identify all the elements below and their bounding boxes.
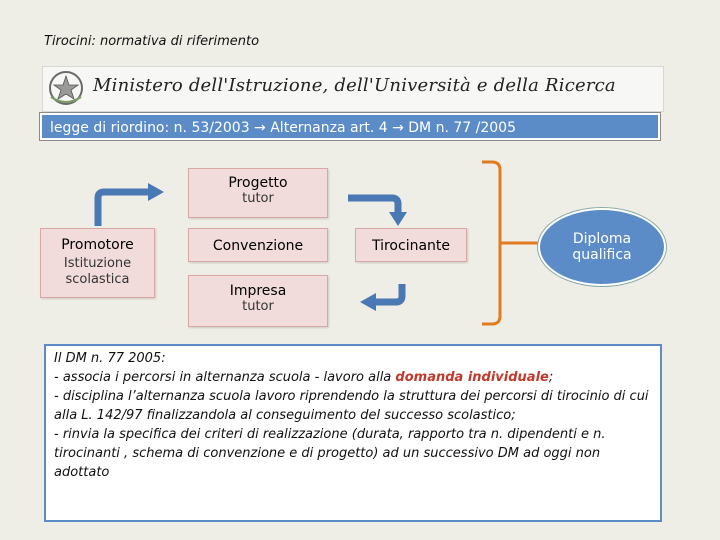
note-line3: - rinvia la specifica dei criteri di realizzazione (durata, rapporto tra n. dipendenti e n. tirocinanti , schema di convenzione e di progetto) ad un successivo DM ad oggi non adottato: [54, 427, 606, 480]
note-line1-post: ;: [548, 370, 554, 385]
arrow-progetto-to-tirocinante: [348, 198, 398, 214]
note-line1-pre: - associa i percorsi in alternanza scuola - lavoro alla: [54, 370, 396, 385]
arrow-promotore-to-progetto: [98, 192, 150, 226]
convenzione-title: Convenzione: [212, 238, 304, 254]
orange-bracket: [482, 162, 500, 324]
promotore-title: Promotore: [61, 237, 134, 253]
dm-note-box: [44, 344, 662, 522]
progetto-title: Progetto: [228, 175, 288, 191]
note-line2: - disciplina l’alternanza scuola lavoro riprendendo la struttura dei percorsi di tirocinio di cui alla L. 142/97 finalizzandola al conseguimento del successo scolastico;: [54, 389, 649, 423]
box-impresa: [188, 275, 328, 327]
box-promotore: [40, 228, 155, 298]
law-reference-bar: legge di riordino: n. 53/2003 → Alternanza art. 4 → DM n. 77 /2005: [40, 113, 660, 140]
progetto-tutor: tutor: [242, 191, 274, 206]
impresa-title: Impresa: [229, 283, 287, 299]
arrow-tirocinante-to-impresa: [374, 284, 402, 302]
arrow-head-tirocinante: [389, 212, 407, 226]
arrow-head-impresa: [360, 293, 376, 311]
box-tirocinante: [355, 228, 467, 262]
diploma-line1: Diploma: [572, 231, 632, 247]
arrow-head-progetto: [148, 183, 164, 201]
diploma-ellipse: [540, 210, 664, 284]
note-line1: [54, 368, 652, 387]
slide-title: Tirocini: normativa di riferimento: [44, 34, 260, 49]
box-convenzione: [188, 228, 328, 262]
note-heading: Il DM n. 77 2005:: [54, 351, 166, 366]
tirocinante-title: Tirocinante: [371, 238, 451, 254]
ministry-name: Ministero dell'Istruzione, dell'Università e della Ricerca: [93, 75, 616, 96]
promotore-sub: Istituzione scolastica: [63, 256, 132, 287]
impresa-tutor: tutor: [242, 299, 274, 314]
diploma-line2: qualifica: [572, 247, 632, 263]
note-highlight: domanda individuale: [395, 370, 549, 385]
box-progetto: [188, 168, 328, 218]
